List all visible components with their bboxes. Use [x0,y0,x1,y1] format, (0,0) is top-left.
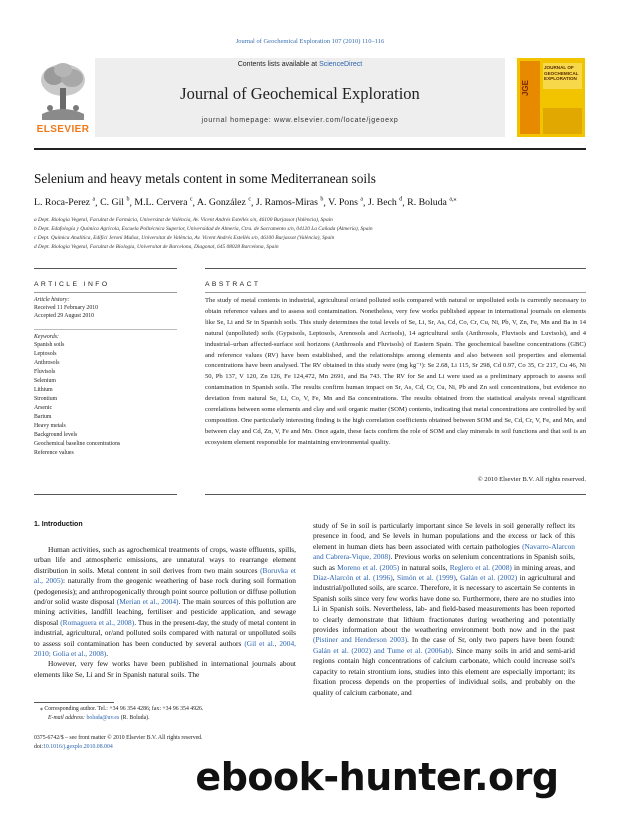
footnote-rule [34,702,114,703]
article-info-heading: ARTICLE INFO [34,281,110,288]
keyword: Selenium [34,378,56,384]
author: J. Ramos-Miras $^b$ [255,197,324,209]
cover-title: JOURNAL OF GEOCHEMICAL EXPLORATION [544,65,579,82]
author-list: L. Roca-Perez $^a$, C. Gil $^b$, M.L. Cervera $^c$, A. González $^c$, J. Ramos-Miras $^b$, V. Pons $^a$, J. Bech $^d$, R. Boluda $^{a,⁎}$ [34,197,457,209]
citation-link[interactable]: (Romaguera et al., 2008) [60,617,135,627]
header-rule [34,148,586,150]
issn-line: 0375-6742/$ – see front matter © 2010 Elsevier B.V. All rights reserved. [34,735,203,741]
abstract-divider [205,292,586,293]
affiliation: c Dept. Química Analítica, Edifici Jeroni Muñoz, Universitat de València, Av. Vicent Andrés Estellés s/n, 46100 Burjassot (València), Spain [34,235,335,241]
doi-link[interactable]: 10.1016/j.gexplo.2010.08.004 [43,744,113,750]
citation-link[interactable]: Galán et al. (2002) and Tume et al. (2006ab) [313,645,452,655]
keyword: Spanish soils [34,342,65,348]
keywords-label: Keywords: [34,334,59,340]
citation-link[interactable]: Galán et al. (2002) [460,573,518,583]
keyword: Anthrosols [34,360,60,366]
keyword: Strontium [34,396,58,402]
keyword: Leptosols [34,351,57,357]
body-column-left [34,545,296,680]
keyword: Geochemical baseline concentrations [34,441,121,447]
citation-link[interactable]: Moreno et al. (2005) [337,562,400,572]
author: A. González $^c$ [196,197,251,209]
author: V. Pons $^a$ [328,197,364,209]
author: L. Roca-Perez $^a$ [34,197,96,209]
author: J. Bech $^d$ [367,197,403,209]
citation-link[interactable]: (Navarro-Alarcon and Cabrera-Vique, 2008) [313,541,575,562]
journal-cover [517,58,585,137]
affiliation: d Dept. Biologia Vegetal, Facultat de Biologia, Universitat de Barcelona, Diagonal, 645 08028 Barcelona, Spain [34,244,279,250]
paragraph: Human activities, such as agrochemical treatments of crops, waste effluents, spills, urban life and atmospheric emissions, are unnatural ways to rearrange element distribution in soils. Metal content in soil derives from two main sources (Boruvka et al., 2005): naturally from the geogenic weathering of base rock during soil formation (pedogenesis); and anthropogenically through point source pollution or diffuse pollution and/or solid waste disposal (Merian et al., 2004). The main sources of this pollution are mining activities, landfill leaching, fertiliser and pesticide application, and sewage disposal (Romaguera et al., 2008). Thus in the present-day, the study of metal content in industrial, agricultural, or/and polluted soils compared with natural or unpolluted soils to assess soil contamination has been conducted by several authors (Gil et al., 2004, 2010; Golia et al., 2008). [34,545,297,659]
journal-title: Journal of Geochemical Exploration [180,84,420,103]
citation-link[interactable]: (Merian et al., 2004) [116,597,179,607]
corresponding-author-note: ⁎ Corresponding author. Tel.: +34 96 354 4286; fax: +34 96 354 4926. [40,706,204,712]
author: C. Gil $^b$ [100,197,130,209]
article-title: Selenium and heavy metals content in some Mediterranean soils [34,171,376,186]
cover-logo-text: JGE [521,80,530,97]
keyword: Arsenic [34,405,53,411]
doi-line: doi:10.1016/j.gexplo.2010.08.004 [34,744,113,750]
citation-link[interactable]: (Gil et al., 2004, 2010; Golia et al., 2008) [34,638,296,659]
watermark: ebook-hunter.org [195,755,559,799]
journal-homepage[interactable]: journal homepage: www.elsevier.com/locate/jgeoexp [201,117,399,124]
body-column-right [313,521,575,698]
paragraph: study of Se in soil is particularly important since Se levels in soil generally reflect its presence in food, and Se levels in human populations and the excess or lack of this element in human diets has been associated with certain pathologies (Navarro-Alarcon and Cabrera-Vique, 2008). Previous works on selenium concentrations in Spanish soils, such as Moreno et al. (2005) in natural soils, Reglero et al. (2008) in mining areas, and Díaz-Alarcón et al. (1996), Simón et al. (1999), Galán et al. (2002) in agricultural and industrial/polluted soils, are scarce. Therefore, it is necessary to ascertain Se contents in Spanish soils since very few works have done so. Furthermore, there are no studies into Li in Spanish soils. Nevertheless, lab- and field-based measurements has been reported to clearly demonstrate that lithium fractionates during weathering and potentially provides information about the weathering environment both now and in the past (Pistiner and Henderson 2003). In the case of Sr, only two papers have been found: Galán et al. (2002) and Tume et al. (2006ab). Since many soils in arid and semi-arid regions contain high concentrations of calcium carbonate, which could increase soil's capacity to retain strontium ions, studies into this element are especially important; its fixation process depends on the properties of individual soils, and probably on the quality of calcium carbonate, and [313,521,576,697]
email-link[interactable]: boluda@uv.es [86,715,120,721]
history-label: Article history: [34,297,70,303]
elsevier-wordmark: ELSEVIER [36,124,90,135]
keyword: Fluvisols [34,369,56,375]
keywords-divider [34,329,177,330]
author: R. Boluda $^{a,⁎}$ [407,197,457,209]
section-heading: 1. Introduction [34,521,83,528]
article-info-divider [34,292,177,293]
citation-link[interactable]: Reglero et al. (2008) [449,562,512,572]
contents-prefix: Contents lists available at [237,61,320,68]
journal-citation[interactable]: Journal of Geochemical Exploration 107 (2010) 110–116 [235,38,385,45]
contents-line [95,61,505,68]
citation-link[interactable]: (Pistiner and Henderson 2003) [313,635,408,645]
keyword: Barium [34,414,52,420]
keyword: Heavy metals [34,423,66,429]
affiliation: a Dept. Biologia Vegetal, Facultat de Farmàcia, Universitat de València, Av. Vicent Andrés Estellés s/n, 46100 Burjassot (València), Spain [34,217,333,223]
citation-link[interactable]: (Boruvka et al., 2005) [34,565,296,586]
accepted-date: Accepted 29 August 2010 [34,313,95,319]
keyword: Reference values [34,450,74,456]
citation-link[interactable]: Díaz-Alarcón et al. (1996) [313,573,393,583]
article-info-rule [34,268,177,269]
copyright: © 2010 Elsevier B.V. All rights reserved. [477,476,586,483]
abstract-bottom-rule [205,494,586,495]
email-note: E-mail address: boluda@uv.es (R. Boluda). [48,715,150,721]
abstract-rule [205,268,586,269]
keyword: Lithium [34,387,53,393]
abstract-text: The study of metal contents in industrial, agricultural or/and polluted soils compared with natural or unpolluted soils is currently necessary to obtain reference values and to assess soil contamination. Nonetheless, very few works published appear in international journals on elements like Se, Li and Sr in Spanish soils. This study determines the total levels of Se, Li, Sr, As, Cd, Co, Cr, Cu, Ni, Pb, V, Zn, Fe, Mn and Ba in 14 natural (unpolluted) soils (Gypsisols, Leptosols, Arenosols and Acrisols), 14 agricultural soils (Anthrosols, Fluvisols and Luvisols), and 4 industrial–urban affected-surface soil horizons (Anthrosols and Fluvisols) of Eastern Spain. The geochemical baseline concentrations (GBC) and reference values (RV) have been established, and the relationships among elements and also between soil properties and elemental concentrations have been analysed. The RV obtained in this study were (mg kg⁻¹): Se 2.68, Li 115, Sr 298, Cd 0.97, Co 35, Cr 217, Cu 46, Ni 50, Pb 137, V 120, Zn 126, Fe 124,472, Mn 2691, and Ba 743. The RV for Se and Li were used as a preliminary approach to assess soil contamination in Spanish soils. The results confirm human impact on Sr, As, Cd, Cr, Cu, Ni, Pb and Zn soil concentrations, but evidence no deviation from natural Se, Li, Co, V, Fe, Mn and Ba concentrations. The results obtained from the statistical analysis reveal significant correlations between some elements and clay and soil organic matter (SOM) contents, indicating that metal concentrations are controlled by soil composition. One particularly interesting finding is the high correlation coefficients obtained between SOM and Se, Cd, Cr, V, Fe, and Mn, and between clay and Cd, Zn, V, Fe and Mn. Once again, these facts confirm the role of SOM and clay minerals in soil functions and that soil is an ecosystem element responsible for maintaining environmental quality. [205,297,586,446]
author: M.L. Cervera $^c$ [134,197,193,209]
abstract-heading: ABSTRACT [205,281,261,288]
paragraph: However, very few works have been published in international journals about elements like Se, Li and Sr in Spanish natural soils. The [34,659,296,679]
received-date: Received 11 February 2010 [34,305,99,311]
sciencedirect-link[interactable]: ScienceDirect [319,61,363,68]
citation-link[interactable]: Simón et al. (1999) [397,573,456,583]
keyword: Background levels [34,432,78,438]
affiliation: b Dept. Edafología y Química Agrícola, Escuela Politécnica Superior, Universidad de Almería, Ctra. de Sacramento s/n, 04120 La Cañada (Almería), Spain [34,226,373,232]
article-info-bottom-rule [34,494,177,495]
